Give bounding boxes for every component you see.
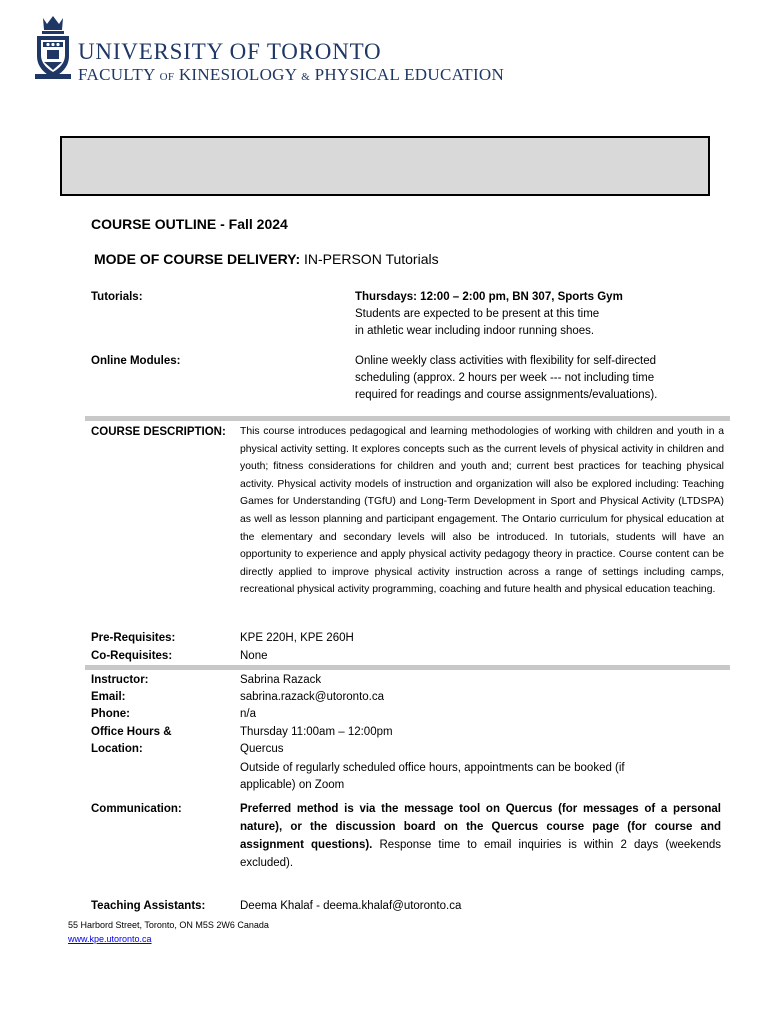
instructor-name: Sabrina Razack — [240, 674, 322, 686]
email-label: Email: — [91, 691, 126, 703]
location-label: Location: — [91, 743, 143, 755]
tutorials-label: Tutorials: — [91, 291, 143, 303]
online-modules-text: scheduling (approx. 2 hours per week --- not including time — [355, 372, 655, 384]
tutorials-note: in athletic wear including indoor running shoes. — [355, 325, 595, 337]
phone-label: Phone: — [91, 708, 130, 720]
mode-of-delivery: MODE OF COURSE DELIVERY: IN-PERSON Tutorials — [94, 251, 439, 267]
instructor-label: Instructor: — [91, 674, 149, 686]
prerequisites-label: Pre-Requisites: — [91, 632, 176, 644]
footer-address: 55 Harbord Street, Toronto, ON M5S 2W6 Canada — [68, 920, 269, 930]
location-value: Quercus — [240, 743, 284, 755]
course-description-text: This course introduces pedagogical and learning methodologies of working with children and youth in a physical activity setting. It explores concepts such as the current levels of physical activity in children and youth; fitness considerations for children and youth and; current best practices for teaching physical activity. Physical activity models of instruction and organization will also be explored including: Teaching Games for Understanding (TGfU) and Long-Term Development in Sport and Physical Activity (LTDSPA) as well as lesson planning and participant engagement. The Ontario curriculum for physical education at the elementary and secondary levels will also be introduced. In tutorials, students will have an opportunity to experience and apply physical activity pedagogy theory in practice. Course content can be directly applied to improve physical activity instruction across a range of settings including camps, recreational physical activity programming, coaching and future health and physical education teaching. — [240, 426, 724, 596]
office-hours-value: Thursday 11:00am – 12:00pm — [240, 726, 393, 738]
instructor-email: sabrina.razack@utoronto.ca — [240, 691, 384, 703]
footer-website-link[interactable]: www.kpe.utoronto.ca — [68, 934, 152, 944]
university-crest-icon — [32, 14, 74, 80]
office-hours-note: Outside of regularly scheduled office hours, appointments can be booked (if — [240, 762, 625, 774]
course-title-box — [60, 136, 710, 196]
online-modules-text: Online weekly class activities with flexibility for self-directed — [355, 355, 657, 367]
corequisites-label: Co-Requisites: — [91, 650, 173, 662]
instructor-phone: n/a — [240, 708, 256, 720]
office-hours-label: Office Hours & — [91, 726, 172, 738]
online-modules-text: required for readings and course assignments/evaluations). — [355, 389, 658, 401]
teaching-assistants-label: Teaching Assistants: — [91, 900, 206, 912]
course-description-label: COURSE DESCRIPTION: — [91, 426, 226, 438]
tutorials-note: Students are expected to be present at this time — [355, 308, 600, 320]
prerequisites-value: KPE 220H, KPE 260H — [240, 632, 354, 644]
communication-label: Communication: — [91, 803, 182, 815]
university-name: UNIVERSITY OF TORONTO — [78, 39, 382, 64]
section-divider — [85, 416, 730, 421]
course-outline-heading: COURSE OUTLINE - Fall 2024 — [91, 216, 288, 232]
faculty-name: FACULTY OF KINESIOLOGY & PHYSICAL EDUCATION — [78, 65, 505, 84]
corequisites-value: None — [240, 650, 268, 662]
office-hours-note: applicable) on Zoom — [240, 779, 345, 791]
section-divider — [85, 665, 730, 670]
online-modules-label: Online Modules: — [91, 355, 181, 367]
communication-text: Preferred method is via the message tool on Quercus (for messages of a personal nature), or the discussion board on the Quercus course page (for course and assignment questions). Response time to email inquiries is within 2 days (weekends excluded). — [240, 803, 722, 869]
tutorials-time: Thursdays: 12:00 – 2:00 pm, BN 307, Sports Gym — [355, 291, 623, 303]
teaching-assistants-value: Deema Khalaf - deema.khalaf@utoronto.ca — [240, 900, 462, 912]
